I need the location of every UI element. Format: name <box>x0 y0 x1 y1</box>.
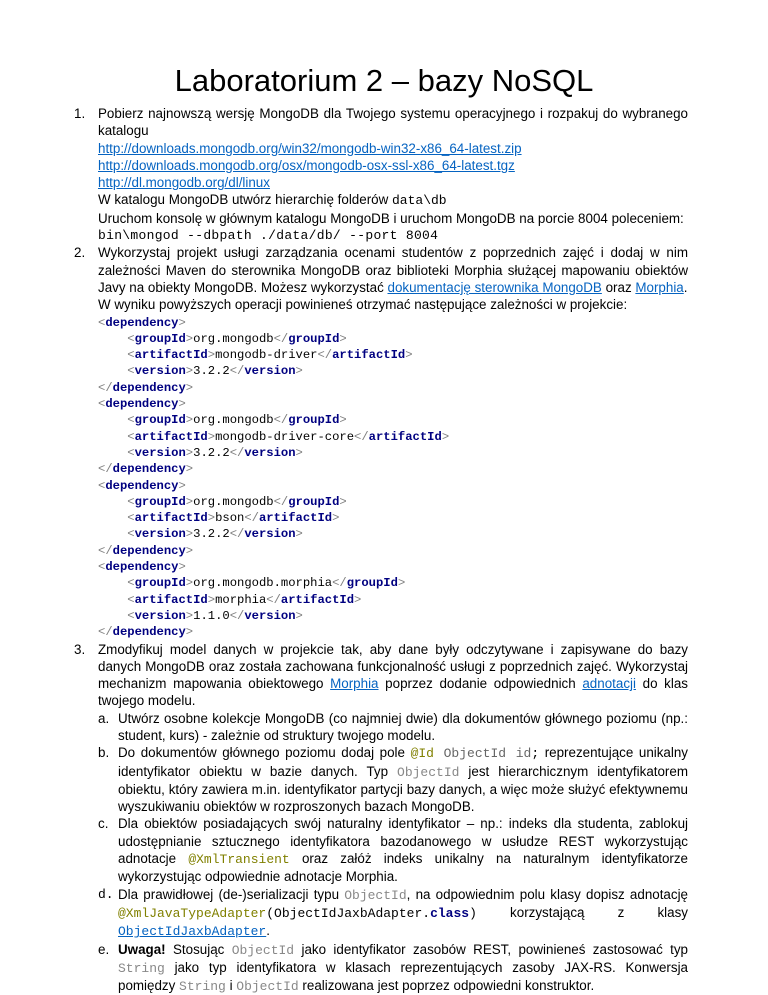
step-2-text: Wykorzystaj projekt usługi zarządzania ocenami studentów z poprzednich zajęć i dodaj w nim zależności Maven do sterownika MongoDB oraz biblioteki Morphia służącej mapowaniu obiektów Javy na obiekty MongoDB. Możesz wykorzystać dokumentację sterownika MongoDB oraz Morphia. <box>98 244 688 296</box>
objectid-jaxb-adapter-link[interactable]: ObjectIdJaxbAdapter <box>118 924 266 939</box>
substep-letter: b. <box>98 744 109 761</box>
download-link-windows[interactable]: http://downloads.mongodb.org/win32/mongodb-win32-x86_64-latest.zip <box>98 141 522 156</box>
group-id-value: org.mongodb <box>193 413 273 427</box>
artifact-id-value: mongodb-driver-core <box>215 430 354 444</box>
code-line: <artifactId>bson</artifactId> <box>98 510 688 526</box>
code-line: <version>3.2.2</version> <box>98 445 688 461</box>
substep-letter: c. <box>98 815 108 832</box>
code-line: <version>3.2.2</version> <box>98 526 688 542</box>
step-number: 1. <box>74 105 85 122</box>
objectid-type-code: ObjectId <box>344 888 406 903</box>
document-body <box>98 105 688 995</box>
code-line: <artifactId>mongodb-driver-core</artifactId> <box>98 429 688 445</box>
code-line: </dependency> <box>98 461 688 477</box>
substep-e: e. Uwaga! Stosując ObjectId jako identyfikator zasobów REST, powinieneś zastosować typ String jako typ identyfikatora w klasach reprezentujących zasoby JAX-RS. Konwersja pomiędzy String i ObjectId realizowana jest poprzez odpowiedni konstruktor. <box>98 941 688 995</box>
step-number: 3. <box>74 641 85 658</box>
warning-label: Uwaga! <box>118 942 166 957</box>
code-line: </dependency> <box>98 624 688 640</box>
annotations-link[interactable]: adnotacji <box>582 676 636 691</box>
substep-letter: a. <box>98 710 109 727</box>
version-value: 3.2.2 <box>193 446 230 460</box>
artifact-id-value: mongodb-driver <box>215 348 317 362</box>
code-line: </dependency> <box>98 543 688 559</box>
folder-path: data\db <box>392 193 447 208</box>
xmltransient-annotation: @XmlTransient <box>188 852 289 867</box>
objectid-type-code: ObjectId <box>397 765 459 780</box>
code-line: <version>1.1.0</version> <box>98 608 688 624</box>
artifact-id-value: bson <box>215 511 244 525</box>
code-line: <dependency> <box>98 559 688 575</box>
substep-letter: d. <box>98 886 114 903</box>
version-value: 1.1.0 <box>193 609 230 623</box>
version-value: 3.2.2 <box>193 527 230 541</box>
code-line: <version>3.2.2</version> <box>98 363 688 379</box>
run-command: bin\mongod --dbpath ./data/db/ --port 8004 <box>98 227 688 244</box>
id-annotation: @Id <box>411 746 434 761</box>
version-value: 3.2.2 <box>193 364 230 378</box>
step-3 <box>98 641 688 995</box>
objectid-field-code: ObjectId id <box>434 746 531 761</box>
code-line: <dependency> <box>98 396 688 412</box>
step-3-text: Zmodyfikuj model danych w projekcie tak, aby dane były odczytywane i zapisywane do bazy danych MongoDB oraz została zachowana funkcjonalność usługi z poprzednich zajęć. Wykorzystaj mechanizm mapowania obiektowego Morphia poprzez dodanie odpowiednich adnotacji do klas twojego modelu. <box>98 641 688 710</box>
morphia-link[interactable]: Morphia <box>635 280 683 295</box>
download-link-osx[interactable]: http://downloads.mongodb.org/osx/mongodb-osx-ssl-x86_64-latest.tgz <box>98 158 515 173</box>
step-2 <box>98 244 688 640</box>
code-line: <artifactId>mongodb-driver</artifactId> <box>98 347 688 363</box>
code-line: <groupId>org.mongodb.morphia</groupId> <box>98 575 688 591</box>
code-line: <artifactId>morphia</artifactId> <box>98 592 688 608</box>
artifact-id-value: morphia <box>215 593 266 607</box>
code-line: <groupId>org.mongodb</groupId> <box>98 331 688 347</box>
substep-d: d. Dla prawidłowej (de-)serializacji typu ObjectId, na odpowiednim polu klasy dopisz adnotację @XmlJavaTypeAdapter(ObjectIdJaxbAdapter.class) korzystającą z klasy ObjectIdJaxbAdapter. <box>98 886 688 941</box>
run-instruction: Uruchom konsolę w głównym katalogu MongoDB i uruchom MongoDB na porcie 8004 poleceniem: <box>98 210 688 227</box>
substep-c: c. Dla obiektów posiadających swój naturalny identyfikator – np.: indeks dla studenta, zablokuj udostępnianie sztucznego identyfikatora bazodanowego w usłudze REST wykorzystując adnotacje @XmlTransient oraz załóż indeks unikalny na naturalnym identyfikatorze wykorzystując odpowiednie adnotacje Morphia. <box>98 815 688 885</box>
step-1-text: Pobierz najnowszą wersję MongoDB dla Twojego systemu operacyjnego i rozpakuj do wybranego katalogu <box>98 105 688 140</box>
code-line: <dependency> <box>98 478 688 494</box>
code-line: <dependency> <box>98 315 688 331</box>
mkdir-instruction: W katalogu MongoDB utwórz hierarchię folderów data\db <box>98 191 688 209</box>
download-link-linux[interactable]: http://dl.mongodb.org/dl/linux <box>98 175 270 190</box>
group-id-value: org.mongodb <box>193 332 273 346</box>
code-line: </dependency> <box>98 380 688 396</box>
step-number: 2. <box>74 244 85 261</box>
page-title: Laboratorium 2 – bazy NoSQL <box>0 62 768 100</box>
mongodb-driver-docs-link[interactable]: dokumentację sterownika MongoDB <box>388 280 602 295</box>
code-line: <groupId>org.mongodb</groupId> <box>98 412 688 428</box>
group-id-value: org.mongodb.morphia <box>193 576 332 590</box>
step-2-result-text: W wyniku powyższych operacji powinieneś otrzymać następujące zależności w projekcie: <box>98 296 688 313</box>
xmljavatypeadapter-annotation: @XmlJavaTypeAdapter <box>118 906 266 921</box>
substep-b: b. Do dokumentów głównego poziomu dodaj pole @Id ObjectId id; reprezentujące unikalny identyfikator obiektu w bazie danych. Typ ObjectId jest hierarchicznym identyfikatorem obiektu, który zawiera m.in. identyfikator partycji bazy danych, a więc może służyć efektywnemu wyszukiwaniu obiektów w rozproszonych bazach MongoDB. <box>98 744 688 815</box>
substep-letter: e. <box>98 941 109 958</box>
maven-dependencies-code <box>98 315 688 641</box>
group-id-value: org.mongodb <box>193 495 273 509</box>
code-line: <groupId>org.mongodb</groupId> <box>98 494 688 510</box>
morphia-link[interactable]: Morphia <box>330 676 378 691</box>
substep-a: a. Utwórz osobne kolekcje MongoDB (co najmniej dwie) dla dokumentów głównego poziomu (np.: student, kurs) - zależnie od struktury twojego modelu. <box>98 710 688 745</box>
step-1 <box>98 105 688 244</box>
